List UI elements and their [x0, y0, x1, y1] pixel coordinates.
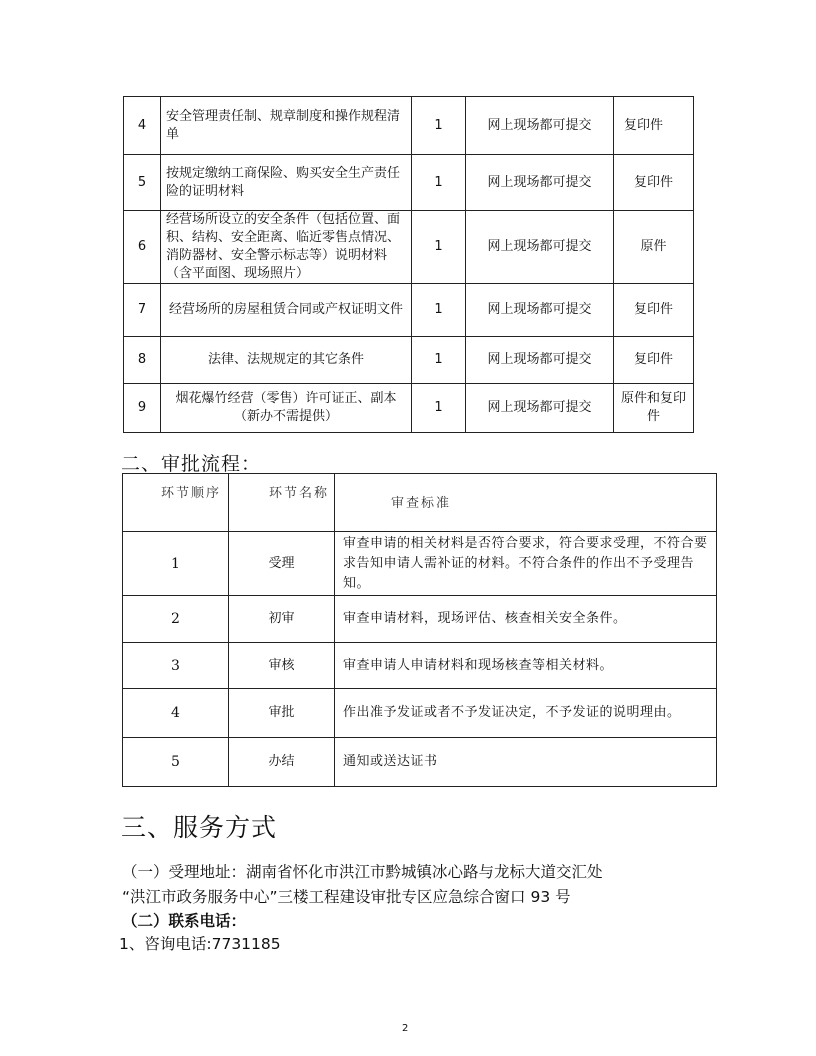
- material-name: 按规定缴纳工商保险、购买安全生产责任险的证明材料: [161, 155, 412, 211]
- step-name: 审批: [229, 689, 335, 738]
- table-row: [123, 643, 717, 689]
- material-type: 复印件: [614, 155, 694, 211]
- header-review-standard: 审查标准: [335, 474, 717, 532]
- row-number: 9: [124, 384, 161, 433]
- copies: 1: [412, 211, 466, 284]
- phone-number: 7731185: [211, 935, 281, 953]
- copies: 1: [412, 97, 466, 155]
- row-number: 7: [124, 284, 161, 337]
- row-number: 5: [124, 155, 161, 211]
- submit-method: 网上现场都可提交: [466, 384, 614, 433]
- address-line-2: “洪江市政务服务中心”三楼工程建设审批专区应急综合窗口 93 号: [122, 888, 571, 906]
- approval-process-table: [122, 473, 717, 787]
- review-standard: 审查申请的相关材料是否符合要求，符合要求受理，不符合要求告知申请人需补证的材料。不符合条件的作出不予受理告知。: [335, 532, 717, 596]
- copies: 1: [412, 155, 466, 211]
- submit-method: 网上现场都可提交: [466, 155, 614, 211]
- materials-table: [123, 96, 694, 433]
- section-heading-approval-process: 二、审批流程：: [121, 453, 262, 475]
- material-type: 原件和复印件: [614, 384, 694, 433]
- page-number: 2: [402, 1023, 409, 1034]
- row-number: 8: [124, 337, 161, 384]
- step-order: 3: [123, 643, 229, 689]
- step-name: 初审: [229, 596, 335, 643]
- address-text: 湖南省怀化市洪江市黔城镇冰心路与龙标大道交汇处: [246, 863, 603, 881]
- copies: 1: [412, 284, 466, 337]
- table-row: [124, 384, 694, 433]
- step-order: 4: [123, 689, 229, 738]
- step-order: 2: [123, 596, 229, 643]
- table-row: [123, 596, 717, 643]
- address-line: [122, 860, 603, 882]
- material-type: 复印件: [614, 97, 694, 155]
- header-step-name: 环节名称: [229, 474, 335, 532]
- step-name: 审核: [229, 643, 335, 689]
- row-number: 4: [124, 97, 161, 155]
- table-row: [123, 532, 717, 596]
- address-label: （一）受理地址：: [122, 863, 247, 881]
- copies: 1: [412, 337, 466, 384]
- material-name: 经营场所设立的安全条件（包括位置、面积、结构、安全距离、临近零售点情况、消防器材、安全警示标志等）说明材料（含平面图、现场照片）: [161, 211, 412, 284]
- table-row: [123, 738, 717, 787]
- copies: 1: [412, 384, 466, 433]
- table-row: [124, 155, 694, 211]
- submit-method: 网上现场都可提交: [466, 337, 614, 384]
- review-standard: 通知或送达证书: [335, 738, 717, 787]
- material-type: 复印件: [614, 337, 694, 384]
- material-name: 法律、法规规定的其它条件: [161, 337, 412, 384]
- material-type: 复印件: [614, 284, 694, 337]
- table-row: [124, 211, 694, 284]
- submit-method: 网上现场都可提交: [466, 211, 614, 284]
- table-row: [124, 284, 694, 337]
- table-row: [124, 97, 694, 155]
- material-type: 原件: [614, 211, 694, 284]
- review-standard: 作出准予发证或者不予发证决定，不予发证的说明理由。: [335, 689, 717, 738]
- material-name: 经营场所的房屋租赁合同或产权证明文件: [161, 284, 412, 337]
- step-order: 1: [123, 532, 229, 596]
- phone-line: [119, 932, 281, 954]
- row-number: 6: [124, 211, 161, 284]
- material-name: 烟花爆竹经营（零售）许可证正、副本（新办不需提供）: [161, 384, 412, 433]
- submit-method: 网上现场都可提交: [466, 284, 614, 337]
- review-standard: 审查申请材料，现场评估、核查相关安全条件。: [335, 596, 717, 643]
- phone-label: 1、咨询电话:: [119, 935, 212, 953]
- review-standard: 审查申请人申请材料和现场核查等相关材料。: [335, 643, 717, 689]
- step-name: 办结: [229, 738, 335, 787]
- table-header-row: [123, 474, 717, 532]
- step-name: 受理: [229, 532, 335, 596]
- section-heading-service-method: 三、服务方式: [121, 813, 278, 842]
- header-step-order: 环节顺序: [123, 474, 229, 532]
- contact-label: （二）联系电话：: [122, 912, 247, 930]
- step-order: 5: [123, 738, 229, 787]
- material-name: 安全管理责任制、规章制度和操作规程清单: [161, 97, 412, 155]
- table-row: [124, 337, 694, 384]
- submit-method: 网上现场都可提交: [466, 97, 614, 155]
- table-row: [123, 689, 717, 738]
